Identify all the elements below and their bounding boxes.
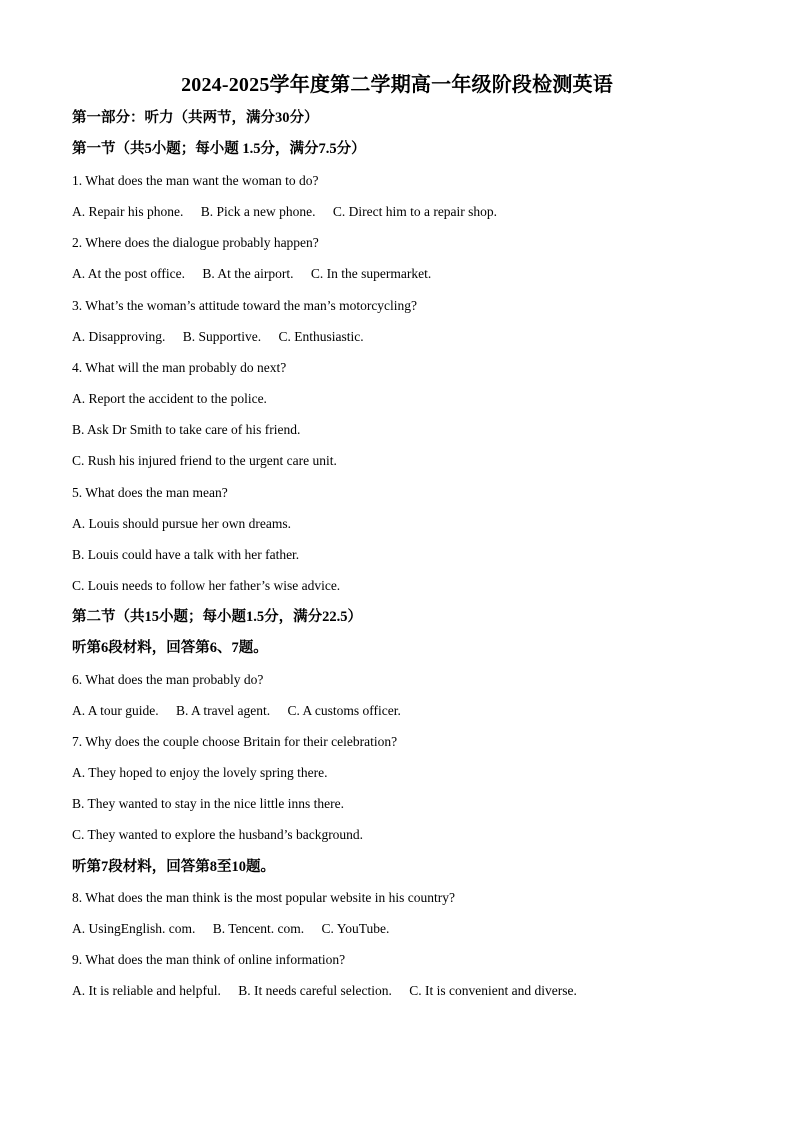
question-1-stem: 1. What does the man want the woman to do? bbox=[72, 173, 319, 188]
question-5-option-c: C. Louis needs to follow her father’s wise advice. bbox=[72, 578, 341, 593]
material-6-heading: 听第6段材料，回答第6、7题。 bbox=[72, 640, 268, 656]
question-1-option-b: B. Pick a new phone. bbox=[200, 204, 316, 219]
question-2-option-c: C. In the supermarket. bbox=[310, 266, 432, 281]
question-3-options bbox=[72, 328, 364, 346]
question-2-stem: 2. Where does the dialogue probably happen? bbox=[72, 235, 319, 250]
question-7-option-a: A. They hoped to enjoy the lovely spring there. bbox=[72, 765, 328, 780]
question-7-stem: 7. Why does the couple choose Britain for their celebration? bbox=[72, 734, 398, 749]
question-8-option-a: A. UsingEnglish. com. bbox=[72, 921, 196, 936]
question-9-option-a: A. It is reliable and helpful. bbox=[72, 983, 221, 998]
question-9-option-b: B. It needs careful selection. bbox=[238, 983, 392, 998]
question-8-option-b: B. Tencent. com. bbox=[212, 921, 305, 936]
question-6-option-b: B. A travel agent. bbox=[176, 703, 271, 718]
question-6-option-c: C. A customs officer. bbox=[287, 703, 401, 718]
question-1-option-a: A. Repair his phone. bbox=[72, 204, 184, 219]
part1-heading: 第一部分：听力（共两节，满分30分） bbox=[72, 110, 319, 126]
section2-heading: 第二节（共15小题；每小题1.5分，满分22.5） bbox=[72, 609, 362, 625]
question-6-stem: 6. What does the man probably do? bbox=[72, 672, 264, 687]
question-2-options bbox=[72, 265, 431, 283]
document-title: 2024-2025学年度第二学期高一年级阶段检测英语 bbox=[181, 74, 613, 96]
question-8-options bbox=[72, 920, 389, 938]
question-6-option-a: A. A tour guide. bbox=[72, 703, 159, 718]
question-6-options bbox=[72, 702, 401, 720]
question-4-option-a: A. Report the accident to the police. bbox=[72, 391, 267, 406]
question-8-stem: 8. What does the man think is the most popular website in his country? bbox=[72, 890, 455, 905]
question-3-option-a: A. Disapproving. bbox=[72, 329, 166, 344]
question-8-option-c: C. YouTube. bbox=[321, 921, 390, 936]
question-5-option-a: A. Louis should pursue her own dreams. bbox=[72, 516, 291, 531]
question-3-option-b: B. Supportive. bbox=[182, 329, 262, 344]
question-1-option-c: C. Direct him to a repair shop. bbox=[332, 204, 498, 219]
question-1-options bbox=[72, 203, 497, 221]
question-2-option-b: B. At the airport. bbox=[202, 266, 294, 281]
question-3-option-c: C. Enthusiastic. bbox=[278, 329, 364, 344]
question-4-stem: 4. What will the man probably do next? bbox=[72, 360, 287, 375]
question-2-option-a: A. At the post office. bbox=[72, 266, 185, 281]
question-9-options bbox=[72, 982, 577, 1000]
question-4-option-b: B. Ask Dr Smith to take care of his friend. bbox=[72, 422, 301, 437]
question-5-stem: 5. What does the man mean? bbox=[72, 485, 228, 500]
question-9-option-c: C. It is convenient and diverse. bbox=[409, 983, 577, 998]
question-7-option-b: B. They wanted to stay in the nice little inns there. bbox=[72, 796, 344, 811]
question-5-option-b: B. Louis could have a talk with her father. bbox=[72, 547, 300, 562]
question-7-option-c: C. They wanted to explore the husband’s background. bbox=[72, 827, 364, 842]
material-7-heading: 听第7段材料，回答第8至10题。 bbox=[72, 859, 275, 875]
section1-heading: 第一节（共5小题；每小题 1.5分，满分7.5分） bbox=[72, 141, 366, 157]
question-3-stem: 3. What’s the woman’s attitude toward the man’s motorcycling? bbox=[72, 298, 418, 313]
question-9-stem: 9. What does the man think of online information? bbox=[72, 952, 346, 967]
question-4-option-c: C. Rush his injured friend to the urgent care unit. bbox=[72, 453, 337, 468]
